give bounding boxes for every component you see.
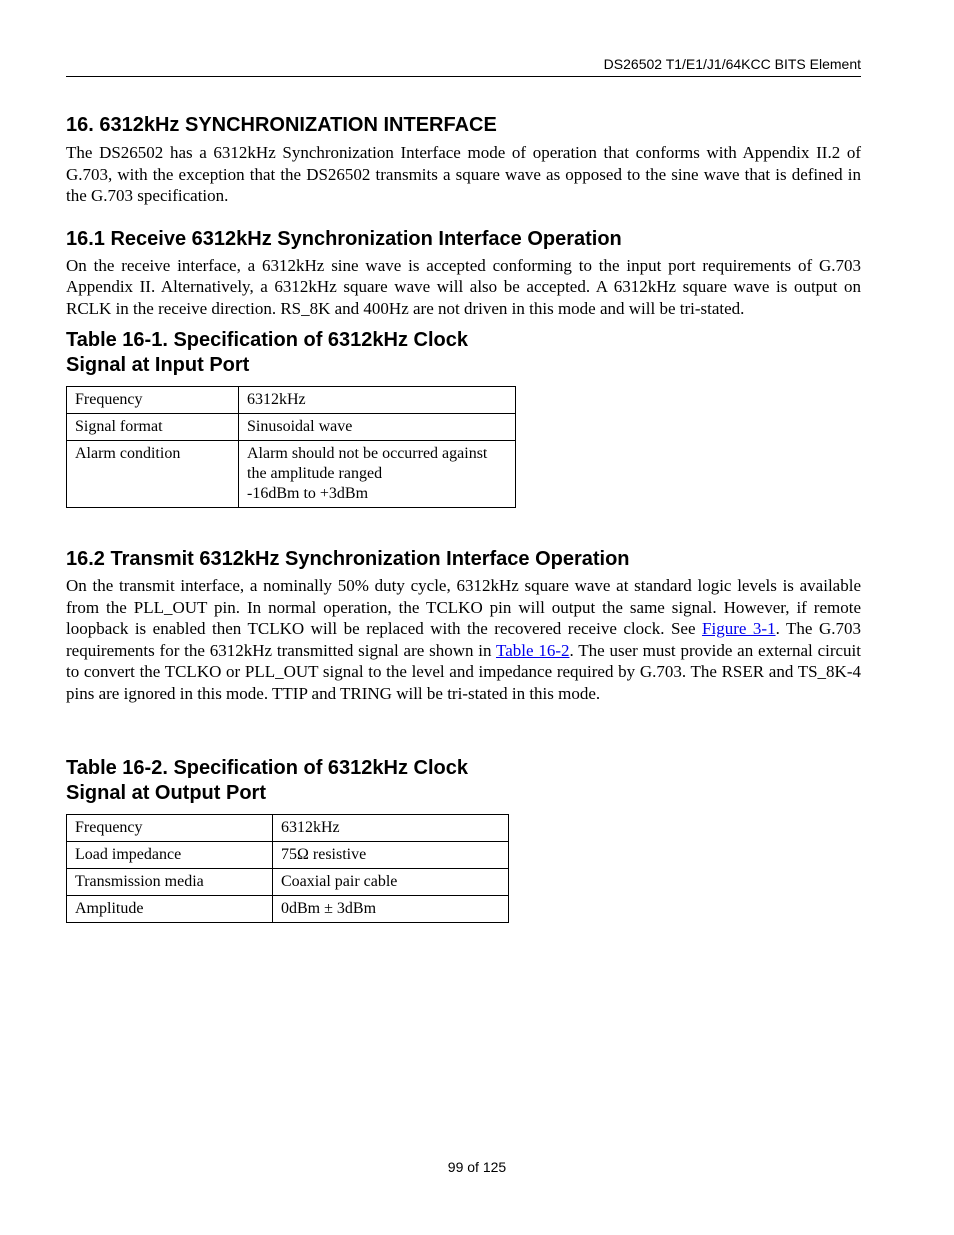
table-16-2-caption-line1: Table 16-2. Specification of 6312kHz Clock <box>66 757 468 779</box>
table-row <box>67 896 509 923</box>
table-cell-value <box>239 414 516 441</box>
table-cell-value: 75Ω resistive <box>273 842 509 869</box>
table-16-1-caption-line2: Signal at Input Port <box>66 354 250 376</box>
table-cell-label: Frequency <box>67 387 239 414</box>
table-row <box>67 414 516 441</box>
table-cell-label: Transmission media <box>67 869 273 896</box>
table-16-1-caption-line1: Table 16-1. Specification of 6312kHz Clock <box>66 329 468 351</box>
table-16-1 <box>66 386 516 508</box>
section-16-1-heading: 16.1 Receive 6312kHz Synchronization Interface Operation <box>66 227 622 250</box>
table-row <box>67 815 509 842</box>
table-row <box>67 869 509 896</box>
table-16-2-caption-line2: Signal at Output Port <box>66 782 266 804</box>
table-cell-value <box>239 387 516 414</box>
figure-3-1-link[interactable]: Figure 3-1 <box>702 619 776 638</box>
page-header <box>66 56 861 77</box>
document-title: DS26502 T1/E1/J1/64KCC BITS Element <box>603 56 861 72</box>
table-16-2-link[interactable]: Table 16-2 <box>496 640 570 660</box>
table-cell-value-line: Alarm should not be occurred against <box>247 445 488 462</box>
table-cell-label: Signal format <box>67 414 239 441</box>
table-cell-value: 0dBm ± 3dBm <box>273 896 509 923</box>
section-16-2-body-part2: . The G.703 requirements for the 6312kHz transmitted signal are shown in <box>66 619 861 660</box>
page-footer <box>0 1159 954 1175</box>
table-cell-label: Alarm condition <box>67 441 239 508</box>
table-16-1-caption <box>66 328 526 378</box>
section-16-2-body <box>66 575 861 704</box>
table-cell-value: Coaxial pair cable <box>273 869 509 896</box>
page-number: 99 of 125 <box>447 1159 507 1175</box>
table-cell-value <box>239 441 516 508</box>
section-16-heading: 16. 6312kHz SYNCHRONIZATION INTERFACE <box>66 114 497 136</box>
section-16-body: The DS26502 has a 6312kHz Synchronization Interface mode of operation that conforms with Appendix II.2 of G.703, with the exception that the DS26502 transmits a square wave as opposed to the sine wave that is defined in the G.703 specification. <box>66 143 861 205</box>
page-content <box>66 110 861 923</box>
section-16-2-body-part1: On the transmit interface, a nominally 50% duty cycle, 6312kHz square wave at standard logic levels is available from the PLL_OUT pin. In normal operation, the TCLKO pin will output the same signal. However, if remote loopback is enabled then TCLKO will be replaced with the recovered receive clock. See <box>66 576 861 638</box>
section-16-2-heading: 16.2 Transmit 6312kHz Synchronization Interface Operation <box>66 548 630 570</box>
table-16-2-caption <box>66 756 526 806</box>
table-cell-value-line: 6312kHz <box>247 391 306 408</box>
table-row <box>67 387 516 414</box>
table-cell-value-line: -16dBm to +3dBm <box>247 485 369 502</box>
table-cell-label: Load impedance <box>67 842 273 869</box>
table-cell-value-line: the amplitude ranged <box>247 465 383 482</box>
table-cell-value-line: Sinusoidal wave <box>247 418 353 435</box>
table-cell-label: Frequency <box>67 815 273 842</box>
section-16-1-body: On the receive interface, a 6312kHz sine wave is accepted conforming to the input port requirements of G.703 Appendix II. Alternatively, a 6312kHz square wave will also be accepted. A 6312kHz square wave is output on RCLK in the receive direction. RS_8K and 400Hz are not driven in this mode and will be tri-stated. <box>66 255 861 318</box>
table-16-2 <box>66 814 509 923</box>
section-16-2-body-part3: . The user must provide an external circuit to convert the TCLKO or PLL_OUT signal to the level and impedance required by G.703. The RSER and TS_8K-4 pins are ignored in this mode. TTIP and TRING will be tri-stated in this mode. <box>66 640 861 703</box>
table-row <box>67 842 509 869</box>
table-row <box>67 441 516 508</box>
table-cell-value: 6312kHz <box>273 815 509 842</box>
table-cell-label: Amplitude <box>67 896 273 923</box>
